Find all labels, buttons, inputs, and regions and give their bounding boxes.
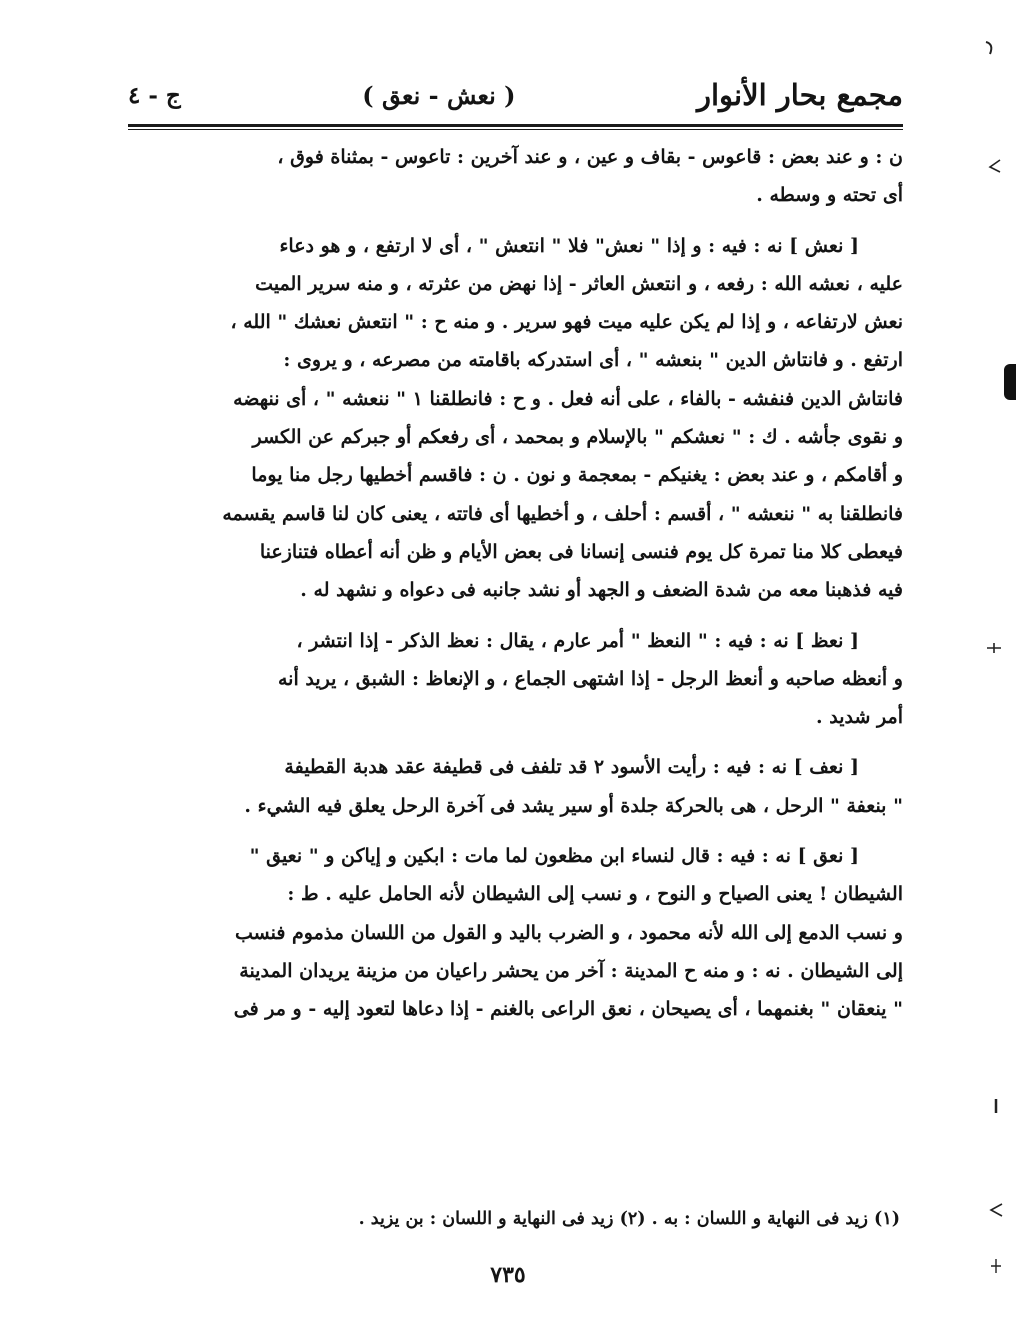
scan-mark: [988, 1098, 1004, 1114]
scan-mark: [988, 1202, 1004, 1218]
header-rule: [128, 124, 903, 130]
text-line: و أنعظه صاحبه و أنعظ الرجل - إذا اشتهى الجماع ، و الإنعاظ : الشبق ، يريد أنه: [278, 667, 903, 690]
text-line: الشيطان ! يعنى الصياح و النوح ، و نسب إلى الشيطان لأنه الحامل عليه . ط :: [287, 883, 903, 906]
text-line: فانتاش الدين فنفشه - بالفاء ، على أنه فعل . و ح : فانطلقنا ١ " ننعشه " ، أى ننهضه: [233, 387, 903, 410]
text-line: فانطلقنا به " ننعشه " ، أقسم : أحلف ، و أخطيها أى فاتته ، يعنى كان لنا قاسم يقسمه: [222, 502, 903, 525]
entry-range: ( نعش - نعق ): [362, 80, 516, 110]
text-line: أمر شديد .: [816, 706, 903, 729]
text-line: ارتفع . و فانتاش الدين " بنعشه " ، أى استدركه باقامته من مصرعه ، و يروى :: [283, 349, 903, 372]
text-line: ن : و عند بعض : قاعوس - بقاف و عين ، و عند آخرين : تاعوس - بمثناة فوق ،: [277, 146, 903, 168]
scan-mark: [1004, 364, 1016, 400]
text-line: [ نعق ] نه : فيه : قال لنساء ابن مظعون لما مات : ابكين و إياكن و " نعيق ": [249, 845, 859, 868]
scan-mark: [984, 40, 1000, 56]
text-line: نعش لارتفاعه ، و إذا لم يكن عليه ميت فهو سرير . و منه ح : " انتعش نعشك " الله ،: [230, 311, 903, 334]
text-line: " بنعفة " الرحل ، هى بالحركة جلدة أو سير يشد فى آخرة الرحل يعلق فيه الشيء .: [244, 794, 903, 817]
text-line: فيعطى كلا منا تمرة كل يوم فنسى إنسانا فى بعض الأيام و ظن أنه أعطاه فتنازعنا: [259, 540, 903, 563]
text-line: و نسب الدمع إلى الله لأنه محمود ، و الضرب باليد و القول من اللسان مذموم فنسب: [235, 921, 903, 944]
text-line: [ نعظ ] نه : فيه : " النعظ " أمر عارم ، يقال : نعظ الذكر - إذا انتشر ،: [296, 629, 859, 652]
text-line: أى تحته و وسطه .: [756, 184, 903, 207]
text-line: " ينعقان " بغنمهما ، أى يصيحان ، نعق الراعى بالغنم - إذا دعاها لتعود إليه - و مر فى: [233, 998, 903, 1021]
scan-mark: [986, 158, 1002, 174]
footnotes: (١) زيد فى النهاية و اللسان : به . (٢) زيد فى النهاية و اللسان : بن يزيد .: [358, 1209, 900, 1229]
text-line: [ نعف ] نه : فيه : رأيت الأسود ٢ قد تلفف فى قطيفة عقد هدبة القطيفة: [284, 756, 859, 779]
body-text: [128, 138, 903, 1041]
text-line: و أقامكم ، و عند بعض : يغنيكم - بمعجمة و نون . ن : فاقسم أخطيها رجل منا يوما: [251, 464, 903, 487]
paragraph-entry-naash: [128, 227, 903, 610]
paragraph-qaus-continuation: [128, 138, 903, 215]
paragraph-entry-naaz: [128, 622, 903, 737]
text-line: عليه ، نعشه الله : رفعه ، و انتعش العاثر - إذا نهض من عثرته ، و منه سرير الميت: [255, 272, 903, 295]
text-line: و نقوى جأشه . ك : " نعشكم " بالإسلام و بمحمد ، أى رفعكم أو جبركم عن الكسر: [252, 426, 903, 449]
text-line: [ نعش ] نه : فيه : و إذا " نعش" فلا " انتعش " ، أى لا ارتفع ، و هو دعاء: [279, 234, 859, 257]
text-line: فيه فذهبنا معه من شدة الضعف و الجهد أو نشد جانبه فى دعواه و نشهد له .: [300, 579, 903, 602]
scan-mark: [988, 1258, 1004, 1274]
paragraph-entry-naaq: [128, 837, 903, 1028]
volume-label: ج - ٤: [128, 81, 181, 109]
page-header: [128, 70, 903, 120]
text-line: إلى الشيطان . نه : و منه ح المدينة : آخر من يحشر راعيان من مزينة يريدان المدينة: [239, 959, 903, 982]
paragraph-entry-naaf: [128, 748, 903, 825]
book-title: مجمع بحار الأنوار: [697, 78, 903, 112]
scan-mark: [986, 640, 1002, 656]
page-number: ٧٣٥: [490, 1262, 526, 1288]
